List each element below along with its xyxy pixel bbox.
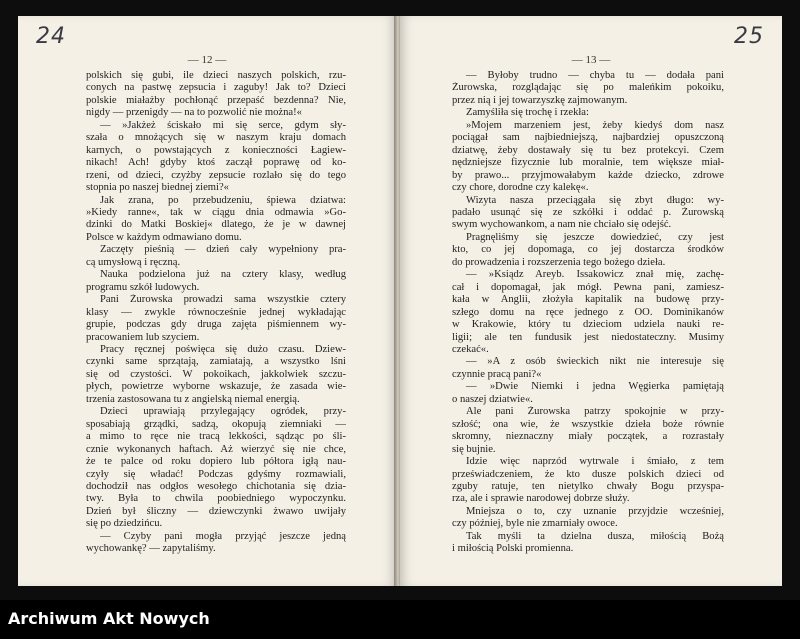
text-line: się bujnie.	[452, 443, 496, 455]
text-line: do prowadzenia i rozszerzenia tego bożego dzieła.	[452, 256, 666, 268]
text-line: czy chore, dorodne czy kalekę«.	[452, 182, 589, 194]
right-page-text	[452, 70, 724, 556]
text-line: — Czyby pani mogła przyjąć jeszcze jedną	[100, 530, 346, 542]
text-line: cał i dopomagał, jak mógł. Pewna pani, zamiesz-	[452, 281, 724, 293]
text-line: w Krakowie, który tu dzieciom udziela nauki re-	[452, 319, 724, 331]
text-line: stopnia po naszej biednej ziemi?«	[86, 182, 229, 194]
text-line: się po dziedzińcu.	[86, 518, 163, 530]
text-line: się od czystości. W pokoikach, jakkolwiek szczu-	[86, 368, 346, 380]
text-line: »Mojem marzeniem jest, żeby kiedyś dom nasz	[466, 119, 724, 131]
text-line: szłość; ona wie, że wszystkie dzieła boże równie	[452, 418, 724, 430]
text-line: że te palce od roku dopiero lub półtora igłą nau-	[86, 456, 346, 468]
text-line: Polsce w każdym odmawiano domu.	[86, 231, 242, 243]
text-line: wychowankę? — zapytaliśmy.	[86, 543, 216, 555]
text-line: — Byłoby trudno — chyba tu — dodała pani	[466, 70, 724, 81]
text-line: zguby ratuje, ten nietylko chwały Bogu przyspa-	[452, 480, 724, 492]
text-line: — »Ksiądz Areyb. Issakowicz znał mię, zachę-	[466, 269, 724, 281]
left-page	[18, 16, 396, 586]
text-line: cą umysłową i ręczną.	[86, 256, 181, 268]
text-line: Dzień był śliczny — dziewczynki żwawo uwijały	[86, 505, 346, 517]
text-line: polskie miałażby pochłonąć przepaść bezdenna? Nie,	[86, 94, 346, 106]
text-line: czyły się władać! Podczas gdyśmy rozmawiali,	[86, 468, 346, 480]
right-handwritten-number: 25	[734, 24, 764, 49]
text-line: Ale pani Żurowska patrzy spokojnie w przy-	[466, 406, 724, 418]
archive-label: Archiwum Akt Nowych	[8, 609, 210, 628]
text-line: Nauka podzielona już na cztery klasy, według	[100, 269, 346, 281]
left-page-text	[86, 70, 346, 556]
text-line: swym wychowankom, a nam nie chciało się odejść.	[452, 219, 672, 231]
text-line: nikach! Ach! gdyby ktoś zaczął poprawę od ko-	[86, 157, 346, 169]
text-line: pociągał sam najbiedniejszą, najbardziej opuszczoną	[452, 132, 724, 144]
text-line: czy później, byle nie zmarniały owoce.	[452, 518, 618, 530]
text-line: — »A z osób świeckich nikt nie interesuje się	[466, 356, 724, 368]
text-line: a mimo to ręce nie tracą lekkości, sądząc po śli-	[86, 431, 346, 443]
text-line: — »Jakżeż ściskało mi się serce, gdym sły-	[100, 119, 346, 131]
text-line: szała o mnożących się w naszym kraju domach	[86, 132, 346, 144]
text-line: programu szkół ludowych.	[86, 281, 200, 293]
text-line: conych na pastwę zepsucia i zaguby! Jak to? Dzieci	[86, 82, 346, 94]
text-line: czynki same sprzątają, zamiatają, a wszystko lśni	[86, 356, 346, 368]
text-line: czynnie pracą pani?«	[452, 368, 542, 380]
left-handwritten-number: 24	[36, 24, 66, 49]
right-page	[400, 16, 782, 586]
text-line: polskich się gubi, ile dzieci naszych polskich, rzu-	[86, 70, 346, 81]
left-page-number: — 12 —	[187, 54, 227, 66]
text-line: pracowaniem lub szyciem.	[86, 331, 200, 343]
text-line: Zaczęty pieśnią — dzień cały wypełniony pra-	[100, 244, 346, 256]
text-line: płych, powietrze wyborne wskazuje, że zasada wie-	[86, 381, 346, 393]
text-line: twy. Była to chwila poobiedniego wypoczynku.	[86, 493, 346, 505]
text-line: przeświadczeniem, że kto dusze polskich dzieci od	[452, 468, 724, 480]
text-line: trzenia zastosowana tu z angielską niemal energią.	[86, 393, 300, 405]
text-line: cznie wykonanych haftach. Aż wierzyć się nie chce,	[86, 443, 346, 455]
text-line: grupie, podczas gdy druga zajęta piśmiennem wy-	[86, 319, 346, 331]
text-line: Pracy ręcznej poświęca się dużo czasu. Dziew-	[100, 343, 346, 355]
text-line: Zamyśliła się trochę i rzekła:	[466, 107, 589, 119]
text-line: Dzieci uprawiają przylegający ogródek, przy-	[100, 406, 346, 418]
text-line: klasy — zwykle równocześnie jednej wykładając	[86, 306, 346, 318]
text-line: Pragnęliśmy się jeszcze dowiedzieć, czy jest	[466, 231, 724, 243]
archive-footer	[0, 600, 800, 639]
text-line: kto, co jej dopomaga, co jej dostarcza środków	[452, 244, 724, 256]
text-line: nigdy — przenigdy — na to pozwolić nie można!«	[86, 107, 302, 119]
text-line: szłego domu na ręce jednego z OO. Dominikanów	[452, 306, 724, 318]
text-line: czekać«.	[452, 343, 489, 355]
right-page-number: — 13 —	[571, 54, 611, 66]
text-line: rzeni, od dzieci, czyżby zepsucie rozlało się do tego	[86, 169, 346, 181]
text-line: karnych, o powstających z konieczności Łagiew-	[86, 144, 346, 156]
text-line: Żurowska, rozglądając się po maleńkim pokoiku,	[452, 82, 724, 94]
text-line: kała w Anglii, złożyła kapitalik na budowę przy-	[452, 294, 724, 306]
text-line: ligii; ale ten fundusik jest niedostateczny. Musimy	[452, 331, 724, 343]
text-line: dziatwę, żeby dostawały się tu bez protekcyi. Czem	[452, 144, 724, 156]
text-line: Pani Żurowska prowadzi sama wszystkie cztery	[100, 294, 346, 306]
text-line: padało usunąć się ze szkółki i oddać p. Żurowską	[452, 206, 724, 218]
text-line: nędzniejsze fizycznie lub moralnie, tem większe miał-	[452, 157, 724, 169]
text-line: »Kiedy ranne«, tak w ciągu dnia odmawia »Go-	[86, 206, 346, 218]
text-line: Idzie więc naprzód wytrwale i śmiało, z tem	[466, 456, 724, 468]
text-line: Tak myśli ta dzielna dusza, miłością Bożą	[466, 530, 724, 542]
text-line: dzinki do Matki Boskiej« dlatego, że je w dawnej	[86, 219, 346, 231]
text-line: — »Dwie Niemki i jedna Węgierka pamiętają	[466, 381, 724, 393]
text-line: Mniejsza o to, czy uznanie przyjdzie wcześniej,	[466, 505, 724, 517]
text-line: skromny, nieznaczny miały początek, a rozrastały	[452, 431, 724, 443]
text-line: przez nią i jej towarzyszkę zajmowanym.	[452, 94, 628, 106]
text-line: by prawo... przyjmowałabym każde dziecko, zdrowe	[452, 169, 724, 181]
text-line: rza, ale i sprawie narodowej dobrze służy.	[452, 493, 630, 505]
text-line: sposabiają grządki, sadzą, okopują ziemniaki —	[86, 418, 346, 430]
text-line: dochodził nas odgłos wesołego chichotania się dzia-	[86, 480, 346, 492]
text-line: o naszej dziatwie«.	[452, 393, 533, 405]
text-line: Wizyta nasza przeciągała się zbyt długo: wy-	[466, 194, 724, 206]
text-line: Jak zrana, po przebudzeniu, śpiewa dziatwa:	[100, 194, 346, 206]
text-line: i miłością Polski promienna.	[452, 543, 574, 555]
